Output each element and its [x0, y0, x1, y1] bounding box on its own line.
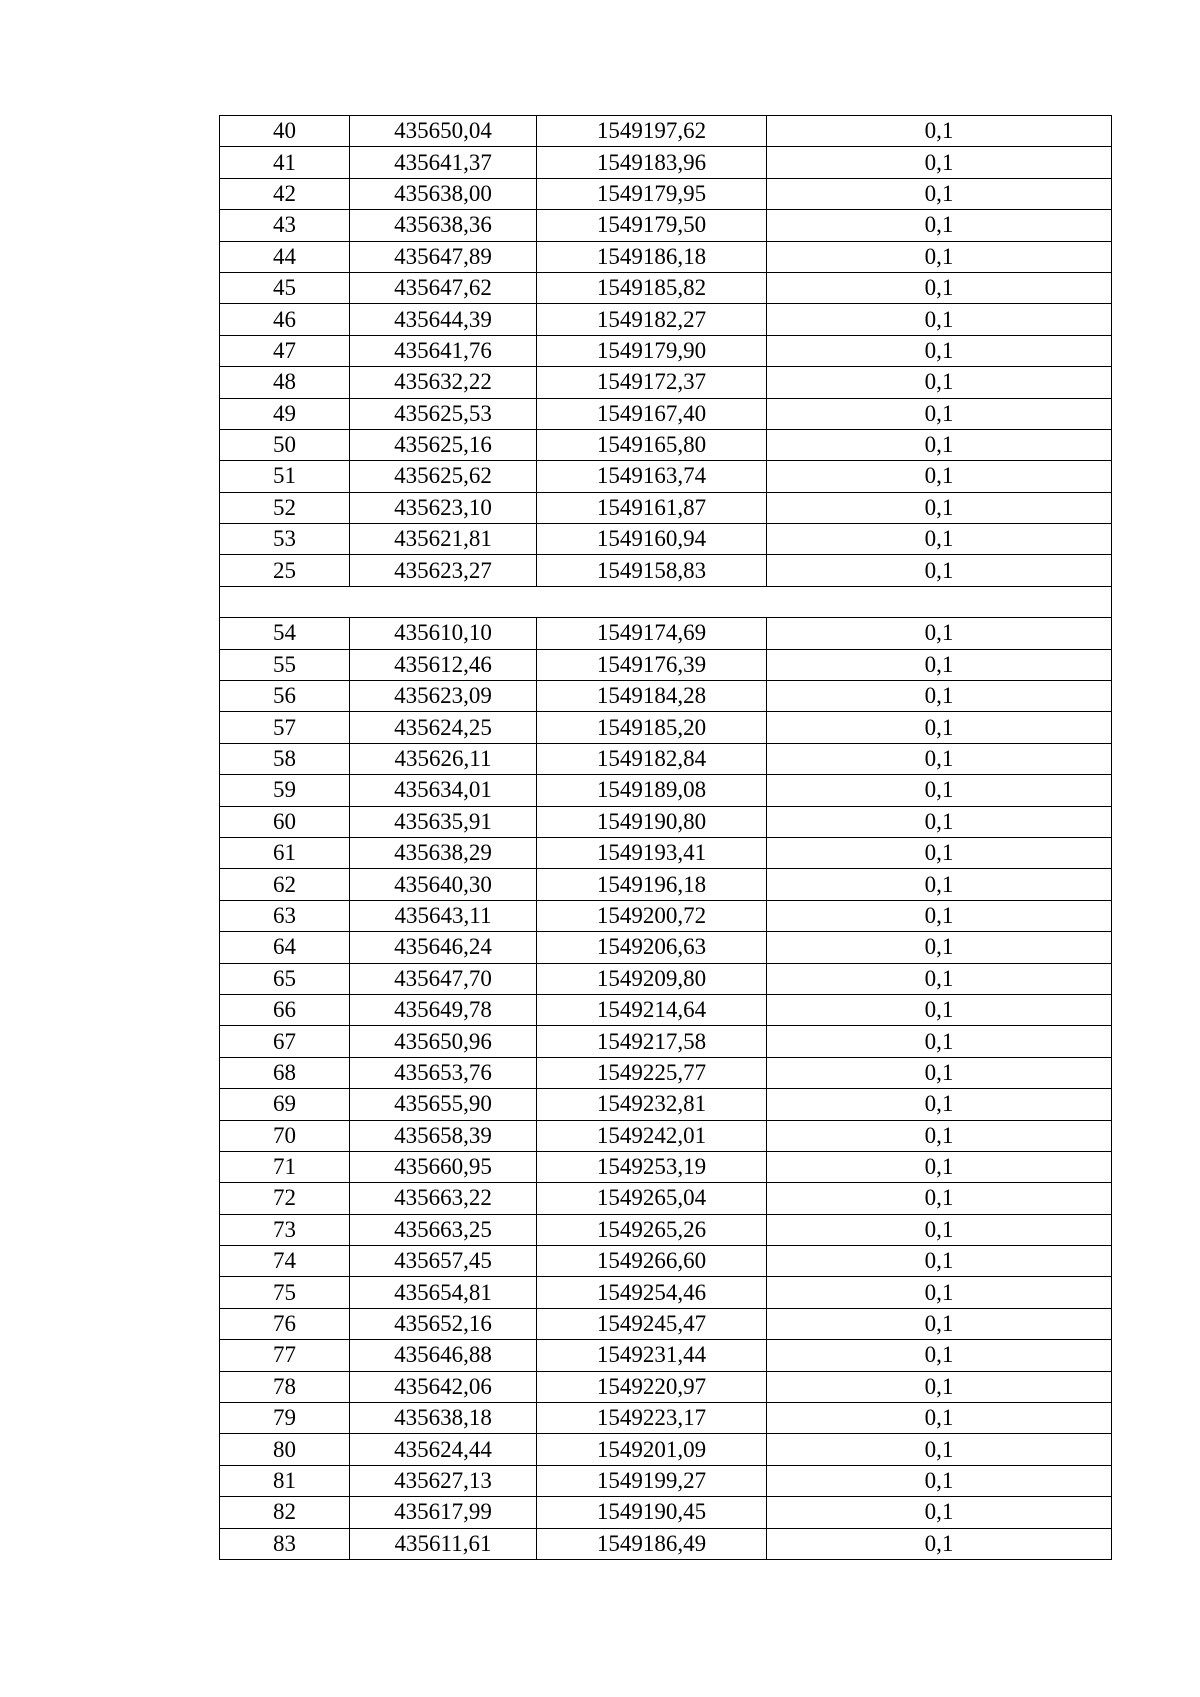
point-number-cell: 45: [220, 272, 350, 303]
y-coordinate-cell: 1549161,87: [537, 492, 767, 523]
point-number-cell: 52: [220, 492, 350, 523]
table-row: [220, 1434, 1112, 1465]
table-row: [220, 837, 1112, 868]
accuracy-cell: 0,1: [767, 304, 1112, 335]
point-number-cell: 50: [220, 429, 350, 460]
accuracy-cell: 0,1: [767, 806, 1112, 837]
table-row: [220, 272, 1112, 303]
accuracy-cell: 0,1: [767, 335, 1112, 366]
x-coordinate-cell: 435644,39: [350, 304, 537, 335]
x-coordinate-cell: 435625,53: [350, 398, 537, 429]
y-coordinate-cell: 1549253,19: [537, 1151, 767, 1182]
x-coordinate-cell: 435623,10: [350, 492, 537, 523]
y-coordinate-cell: 1549223,17: [537, 1403, 767, 1434]
point-number-cell: 81: [220, 1465, 350, 1496]
accuracy-cell: 0,1: [767, 1246, 1112, 1277]
point-number-cell: 51: [220, 461, 350, 492]
table-row: [220, 492, 1112, 523]
point-number-cell: 75: [220, 1277, 350, 1308]
accuracy-cell: 0,1: [767, 1497, 1112, 1528]
y-coordinate-cell: 1549206,63: [537, 932, 767, 963]
x-coordinate-cell: 435647,89: [350, 241, 537, 272]
table-row: [220, 429, 1112, 460]
table-row: [220, 806, 1112, 837]
y-coordinate-cell: 1549189,08: [537, 775, 767, 806]
y-coordinate-cell: 1549174,69: [537, 618, 767, 649]
x-coordinate-cell: 435624,44: [350, 1434, 537, 1465]
point-number-cell: 70: [220, 1120, 350, 1151]
x-coordinate-cell: 435650,04: [350, 116, 537, 147]
table-row: [220, 1183, 1112, 1214]
point-number-cell: 62: [220, 869, 350, 900]
x-coordinate-cell: 435617,99: [350, 1497, 537, 1528]
table-row: [220, 681, 1112, 712]
table-row: [220, 1120, 1112, 1151]
point-number-cell: 71: [220, 1151, 350, 1182]
table-row: [220, 775, 1112, 806]
accuracy-cell: 0,1: [767, 1120, 1112, 1151]
table-row: [220, 1465, 1112, 1496]
point-number-cell: 65: [220, 963, 350, 994]
table-row: [220, 335, 1112, 366]
coordinates-table: [219, 115, 1112, 1560]
point-number-cell: 82: [220, 1497, 350, 1528]
y-coordinate-cell: 1549179,50: [537, 210, 767, 241]
accuracy-cell: 0,1: [767, 1277, 1112, 1308]
y-coordinate-cell: 1549179,90: [537, 335, 767, 366]
accuracy-cell: 0,1: [767, 869, 1112, 900]
point-number-cell: 72: [220, 1183, 350, 1214]
y-coordinate-cell: 1549254,46: [537, 1277, 767, 1308]
x-coordinate-cell: 435652,16: [350, 1308, 537, 1339]
accuracy-cell: 0,1: [767, 837, 1112, 868]
y-coordinate-cell: 1549217,58: [537, 1026, 767, 1057]
table-row: [220, 869, 1112, 900]
x-coordinate-cell: 435625,16: [350, 429, 537, 460]
y-coordinate-cell: 1549184,28: [537, 681, 767, 712]
accuracy-cell: 0,1: [767, 1308, 1112, 1339]
table-row: [220, 1528, 1112, 1559]
point-number-cell: 60: [220, 806, 350, 837]
table-row: [220, 178, 1112, 209]
point-number-cell: 80: [220, 1434, 350, 1465]
x-coordinate-cell: 435612,46: [350, 649, 537, 680]
y-coordinate-cell: 1549190,45: [537, 1497, 767, 1528]
point-number-cell: 59: [220, 775, 350, 806]
table-row: [220, 743, 1112, 774]
x-coordinate-cell: 435646,24: [350, 932, 537, 963]
x-coordinate-cell: 435627,13: [350, 1465, 537, 1496]
y-coordinate-cell: 1549242,01: [537, 1120, 767, 1151]
y-coordinate-cell: 1549220,97: [537, 1371, 767, 1402]
x-coordinate-cell: 435638,29: [350, 837, 537, 868]
accuracy-cell: 0,1: [767, 932, 1112, 963]
table-row: [220, 1214, 1112, 1245]
y-coordinate-cell: 1549176,39: [537, 649, 767, 680]
point-number-cell: 58: [220, 743, 350, 774]
table-row: [220, 461, 1112, 492]
table-row: [220, 618, 1112, 649]
table-row: [220, 900, 1112, 931]
x-coordinate-cell: 435621,81: [350, 524, 537, 555]
table-row: [220, 555, 1112, 586]
x-coordinate-cell: 435610,10: [350, 618, 537, 649]
accuracy-cell: 0,1: [767, 398, 1112, 429]
accuracy-cell: 0,1: [767, 743, 1112, 774]
y-coordinate-cell: 1549199,27: [537, 1465, 767, 1496]
x-coordinate-cell: 435624,25: [350, 712, 537, 743]
table-row: [220, 932, 1112, 963]
x-coordinate-cell: 435641,76: [350, 335, 537, 366]
accuracy-cell: 0,1: [767, 994, 1112, 1025]
accuracy-cell: 0,1: [767, 1089, 1112, 1120]
point-number-cell: 41: [220, 147, 350, 178]
point-number-cell: 64: [220, 932, 350, 963]
y-coordinate-cell: 1549185,82: [537, 272, 767, 303]
y-coordinate-cell: 1549165,80: [537, 429, 767, 460]
accuracy-cell: 0,1: [767, 1151, 1112, 1182]
table-row: [220, 1497, 1112, 1528]
point-number-cell: 66: [220, 994, 350, 1025]
table-row: [220, 116, 1112, 147]
y-coordinate-cell: 1549183,96: [537, 147, 767, 178]
y-coordinate-cell: 1549158,83: [537, 555, 767, 586]
y-coordinate-cell: 1549209,80: [537, 963, 767, 994]
y-coordinate-cell: 1549201,09: [537, 1434, 767, 1465]
point-number-cell: 69: [220, 1089, 350, 1120]
accuracy-cell: 0,1: [767, 963, 1112, 994]
x-coordinate-cell: 435634,01: [350, 775, 537, 806]
y-coordinate-cell: 1549179,95: [537, 178, 767, 209]
point-number-cell: 74: [220, 1246, 350, 1277]
point-number-cell: 44: [220, 241, 350, 272]
y-coordinate-cell: 1549186,18: [537, 241, 767, 272]
x-coordinate-cell: 435660,95: [350, 1151, 537, 1182]
x-coordinate-cell: 435655,90: [350, 1089, 537, 1120]
accuracy-cell: 0,1: [767, 492, 1112, 523]
y-coordinate-cell: 1549214,64: [537, 994, 767, 1025]
y-coordinate-cell: 1549185,20: [537, 712, 767, 743]
x-coordinate-cell: 435638,18: [350, 1403, 537, 1434]
accuracy-cell: 0,1: [767, 775, 1112, 806]
accuracy-cell: 0,1: [767, 429, 1112, 460]
y-coordinate-cell: 1549265,26: [537, 1214, 767, 1245]
point-number-cell: 46: [220, 304, 350, 335]
point-number-cell: 77: [220, 1340, 350, 1371]
x-coordinate-cell: 435641,37: [350, 147, 537, 178]
table-row: [220, 524, 1112, 555]
accuracy-cell: 0,1: [767, 1057, 1112, 1088]
table-row: [220, 1089, 1112, 1120]
table-row: [220, 398, 1112, 429]
x-coordinate-cell: 435649,78: [350, 994, 537, 1025]
x-coordinate-cell: 435657,45: [350, 1246, 537, 1277]
x-coordinate-cell: 435626,11: [350, 743, 537, 774]
accuracy-cell: 0,1: [767, 461, 1112, 492]
x-coordinate-cell: 435658,39: [350, 1120, 537, 1151]
y-coordinate-cell: 1549182,27: [537, 304, 767, 335]
table-row: [220, 1371, 1112, 1402]
point-number-cell: 78: [220, 1371, 350, 1402]
accuracy-cell: 0,1: [767, 618, 1112, 649]
x-coordinate-cell: 435623,27: [350, 555, 537, 586]
y-coordinate-cell: 1549225,77: [537, 1057, 767, 1088]
accuracy-cell: 0,1: [767, 1434, 1112, 1465]
point-number-cell: 73: [220, 1214, 350, 1245]
section-separator-row: [220, 586, 1112, 617]
point-number-cell: 76: [220, 1308, 350, 1339]
accuracy-cell: 0,1: [767, 900, 1112, 931]
separator-cell: [220, 586, 1112, 617]
y-coordinate-cell: 1549160,94: [537, 524, 767, 555]
accuracy-cell: 0,1: [767, 272, 1112, 303]
table-row: [220, 367, 1112, 398]
point-number-cell: 55: [220, 649, 350, 680]
table-row: [220, 712, 1112, 743]
x-coordinate-cell: 435647,70: [350, 963, 537, 994]
point-number-cell: 79: [220, 1403, 350, 1434]
table-row: [220, 1151, 1112, 1182]
x-coordinate-cell: 435632,22: [350, 367, 537, 398]
point-number-cell: 42: [220, 178, 350, 209]
point-number-cell: 48: [220, 367, 350, 398]
accuracy-cell: 0,1: [767, 147, 1112, 178]
x-coordinate-cell: 435647,62: [350, 272, 537, 303]
accuracy-cell: 0,1: [767, 1026, 1112, 1057]
accuracy-cell: 0,1: [767, 1183, 1112, 1214]
point-number-cell: 25: [220, 555, 350, 586]
x-coordinate-cell: 435653,76: [350, 1057, 537, 1088]
accuracy-cell: 0,1: [767, 1214, 1112, 1245]
table-row: [220, 1246, 1112, 1277]
point-number-cell: 40: [220, 116, 350, 147]
accuracy-cell: 0,1: [767, 555, 1112, 586]
y-coordinate-cell: 1549232,81: [537, 1089, 767, 1120]
table-row: [220, 1340, 1112, 1371]
point-number-cell: 47: [220, 335, 350, 366]
x-coordinate-cell: 435640,30: [350, 869, 537, 900]
table-row: [220, 1308, 1112, 1339]
table-row: [220, 147, 1112, 178]
table-row: [220, 304, 1112, 335]
table-row: [220, 994, 1112, 1025]
y-coordinate-cell: 1549266,60: [537, 1246, 767, 1277]
point-number-cell: 68: [220, 1057, 350, 1088]
point-number-cell: 67: [220, 1026, 350, 1057]
accuracy-cell: 0,1: [767, 712, 1112, 743]
accuracy-cell: 0,1: [767, 367, 1112, 398]
x-coordinate-cell: 435654,81: [350, 1277, 537, 1308]
table-row: [220, 649, 1112, 680]
y-coordinate-cell: 1549231,44: [537, 1340, 767, 1371]
accuracy-cell: 0,1: [767, 178, 1112, 209]
x-coordinate-cell: 435646,88: [350, 1340, 537, 1371]
y-coordinate-cell: 1549196,18: [537, 869, 767, 900]
accuracy-cell: 0,1: [767, 210, 1112, 241]
y-coordinate-cell: 1549182,84: [537, 743, 767, 774]
table-row: [220, 1277, 1112, 1308]
table-row: [220, 210, 1112, 241]
accuracy-cell: 0,1: [767, 1371, 1112, 1402]
y-coordinate-cell: 1549167,40: [537, 398, 767, 429]
table-row: [220, 963, 1112, 994]
y-coordinate-cell: 1549186,49: [537, 1528, 767, 1559]
accuracy-cell: 0,1: [767, 116, 1112, 147]
point-number-cell: 53: [220, 524, 350, 555]
table-row: [220, 1403, 1112, 1434]
y-coordinate-cell: 1549245,47: [537, 1308, 767, 1339]
y-coordinate-cell: 1549172,37: [537, 367, 767, 398]
accuracy-cell: 0,1: [767, 241, 1112, 272]
accuracy-cell: 0,1: [767, 1403, 1112, 1434]
accuracy-cell: 0,1: [767, 1465, 1112, 1496]
x-coordinate-cell: 435611,61: [350, 1528, 537, 1559]
point-number-cell: 63: [220, 900, 350, 931]
accuracy-cell: 0,1: [767, 1528, 1112, 1559]
x-coordinate-cell: 435663,22: [350, 1183, 537, 1214]
point-number-cell: 61: [220, 837, 350, 868]
y-coordinate-cell: 1549193,41: [537, 837, 767, 868]
point-number-cell: 57: [220, 712, 350, 743]
y-coordinate-cell: 1549197,62: [537, 116, 767, 147]
x-coordinate-cell: 435643,11: [350, 900, 537, 931]
point-number-cell: 43: [220, 210, 350, 241]
table-row: [220, 1026, 1112, 1057]
table-body: [220, 116, 1112, 1560]
point-number-cell: 56: [220, 681, 350, 712]
point-number-cell: 49: [220, 398, 350, 429]
x-coordinate-cell: 435623,09: [350, 681, 537, 712]
x-coordinate-cell: 435663,25: [350, 1214, 537, 1245]
x-coordinate-cell: 435638,36: [350, 210, 537, 241]
y-coordinate-cell: 1549163,74: [537, 461, 767, 492]
point-number-cell: 83: [220, 1528, 350, 1559]
x-coordinate-cell: 435650,96: [350, 1026, 537, 1057]
table-row: [220, 241, 1112, 272]
y-coordinate-cell: 1549200,72: [537, 900, 767, 931]
accuracy-cell: 0,1: [767, 1340, 1112, 1371]
table-row: [220, 1057, 1112, 1088]
accuracy-cell: 0,1: [767, 681, 1112, 712]
x-coordinate-cell: 435642,06: [350, 1371, 537, 1402]
accuracy-cell: 0,1: [767, 649, 1112, 680]
accuracy-cell: 0,1: [767, 524, 1112, 555]
y-coordinate-cell: 1549265,04: [537, 1183, 767, 1214]
point-number-cell: 54: [220, 618, 350, 649]
y-coordinate-cell: 1549190,80: [537, 806, 767, 837]
x-coordinate-cell: 435625,62: [350, 461, 537, 492]
x-coordinate-cell: 435638,00: [350, 178, 537, 209]
x-coordinate-cell: 435635,91: [350, 806, 537, 837]
